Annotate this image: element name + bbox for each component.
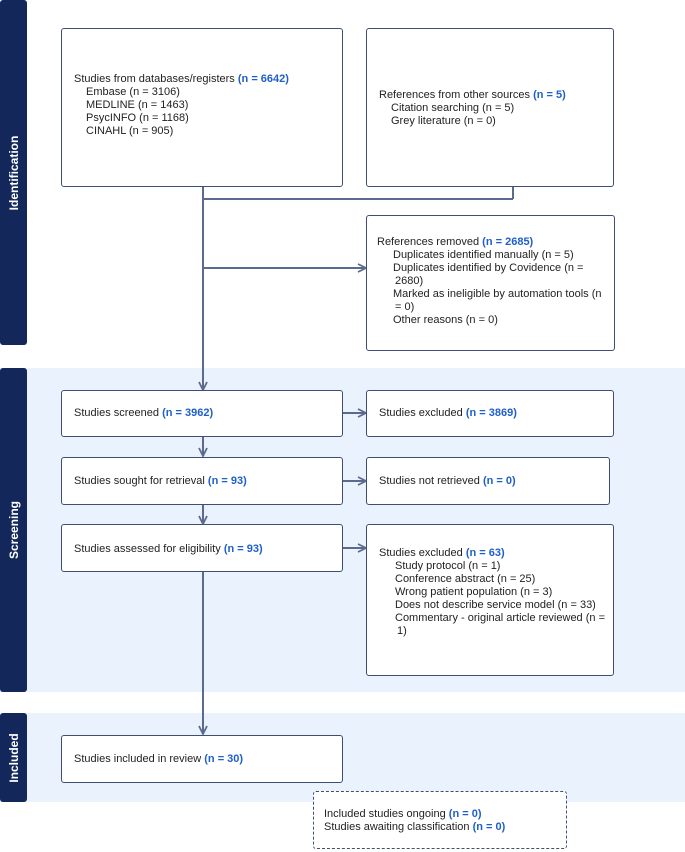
screening-label: Screening [6,500,21,560]
other-sources-count: (n = 5) [533,89,566,101]
excluded-screen-box [366,390,614,437]
other-sources-title: References from other sources [379,89,531,101]
databases-count: (n = 6642) [237,73,289,85]
excluded-elig-count: (n = 63) [465,547,505,559]
excluded-elig-item: Does not describe service model (n = 33) [395,599,596,611]
excluded-elig-item: Wrong patient population (n = 3) [395,586,553,598]
databases-box [61,28,343,187]
sought-title: Studies sought for retrieval [74,474,205,487]
not-retrieved-title: Studies not retrieved [379,474,480,487]
excluded-elig-item: Commentary - original article reviewed (n = 1) [395,612,605,637]
included-box [61,735,343,783]
databases-item: CINAHL (n = 905) [86,125,174,137]
removed-item: Other reasons (n = 0) [393,314,498,326]
ongoing-line2: Studies awaiting classification [324,821,470,833]
removed-title: References removed [377,236,480,248]
databases-item: PsycINFO (n = 1168) [86,112,189,124]
sought-box [61,457,343,505]
identification-label: Identification [6,135,21,210]
not-retrieved-count: (n = 0) [482,474,516,487]
removed-item: Duplicates identified by Covidence (n = 2680) [393,262,584,287]
assessed-count: (n = 93) [223,543,263,555]
ongoing-line1: Included studies ongoing [324,808,446,820]
screened-title: Studies screened [74,407,159,419]
excluded-elig-title: Studies excluded [379,547,463,559]
databases-title: Studies from databases/registers [74,73,235,85]
screened-box [61,390,343,437]
not-retrieved-box [366,457,610,505]
included-label: Included [6,732,21,783]
removed-box [366,215,615,351]
removed-count: (n = 2685) [482,236,534,248]
excluded-screen-count: (n = 3869) [465,407,517,419]
assessed-title: Studies assessed for eligibility [74,543,221,555]
excluded-screen-title: Studies excluded [379,407,463,419]
excluded-elig-item: Study protocol (n = 1) [395,560,501,572]
ongoing-box [313,791,567,849]
removed-item: Duplicates identified manually (n = 5) [393,249,574,261]
ongoing-count1: (n = 0) [448,808,482,820]
sought-count: (n = 93) [207,474,247,487]
other-sources-box [366,28,614,187]
databases-item: Embase (n = 3106) [86,86,180,98]
assessed-box [61,524,343,572]
other-sources-item: Grey literature (n = 0) [391,115,496,127]
databases-item: MEDLINE (n = 1463) [86,99,189,111]
screened-count: (n = 3962) [162,407,214,419]
ongoing-count2: (n = 0) [472,821,506,833]
included-count: (n = 30) [204,752,244,765]
excluded-elig-item: Conference abstract (n = 25) [395,573,536,585]
removed-item: Marked as ineligible by automation tools (n = 0) [393,288,602,313]
included-title: Studies included in review [74,752,202,765]
excluded-elig-box [366,524,614,676]
other-sources-item: Citation searching (n = 5) [391,102,515,114]
